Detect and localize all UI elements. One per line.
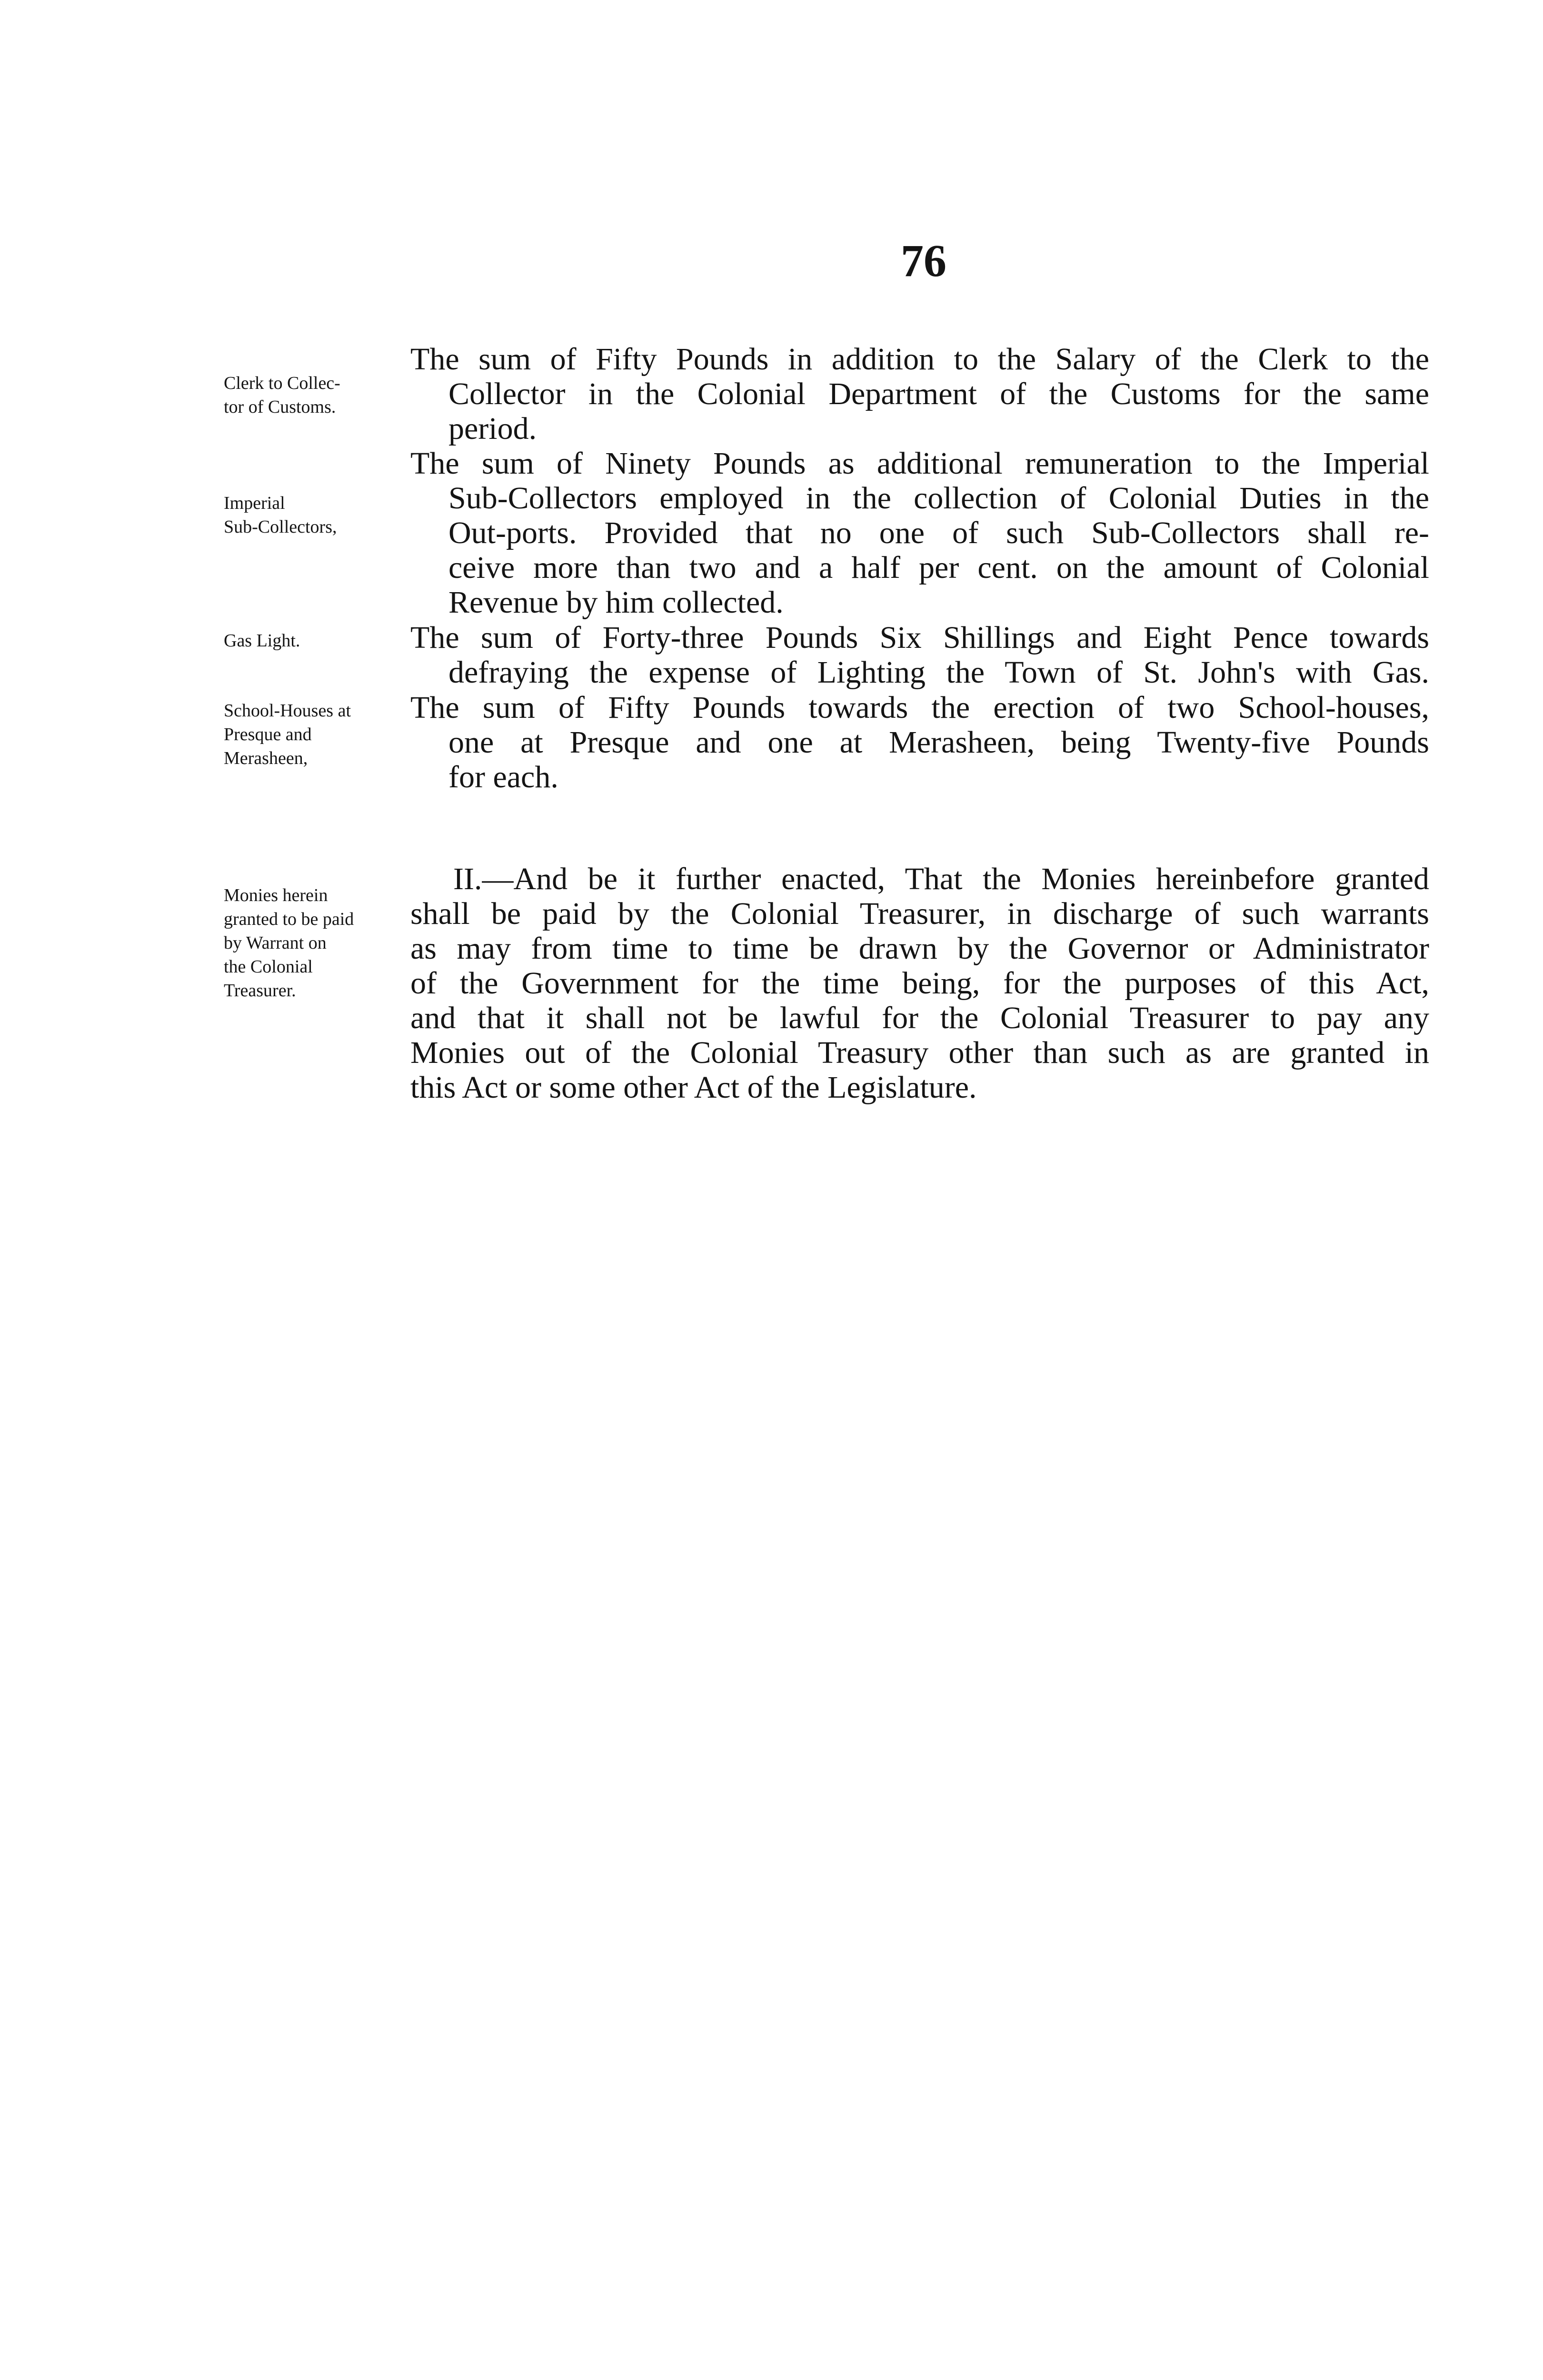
margin-note-line: the Colonial	[224, 957, 313, 977]
text-line: for each.	[448, 760, 558, 794]
text-line: The sum of Fifty Pounds in addition to the Salary of the Clerk to the	[410, 342, 1429, 377]
entry-text	[410, 342, 1429, 446]
margin-note-line: by Warrant on	[224, 933, 327, 953]
margin-note-line: Merasheen,	[224, 748, 308, 768]
text-line: The sum of Ninety Pounds as additional remuneration to the Imperial	[410, 446, 1429, 481]
text-line: period.	[448, 411, 537, 446]
margin-note	[224, 629, 414, 653]
entry-text	[410, 446, 1429, 620]
margin-note-line: Clerk to Collec-	[224, 373, 340, 393]
text-line: Monies out of the Colonial Treasury other than such as are granted in	[410, 1035, 1429, 1070]
entry-text	[410, 620, 1429, 690]
text-line: Sub-Collectors employed in the collection of Colonial Duties in the	[448, 481, 1429, 516]
entry-text	[410, 690, 1429, 794]
page-number: 76	[901, 235, 946, 286]
margin-note	[224, 491, 414, 539]
margin-note-line: Gas Light.	[224, 631, 300, 651]
margin-note	[224, 699, 414, 770]
text-line: defraying the expense of Lighting the Town of St. John's with Gas.	[448, 655, 1429, 690]
margin-note-line: Monies herein	[224, 885, 328, 905]
entry-text	[410, 862, 1429, 1105]
margin-note-line: Sub-Collectors,	[224, 517, 337, 537]
text-line: The sum of Fifty Pounds towards the erection of two School-houses,	[410, 690, 1429, 725]
margin-note-line: granted to be paid	[224, 909, 354, 929]
text-line: Out-ports. Provided that no one of such Sub-Collectors shall re-	[448, 516, 1429, 550]
text-line: Collector in the Colonial Department of the Customs for the same	[448, 377, 1429, 411]
margin-note-line: tor of Customs.	[224, 397, 336, 417]
text-line: and that it shall not be lawful for the Colonial Treasurer to pay any	[410, 1001, 1429, 1035]
margin-note-line: Presque and	[224, 724, 312, 744]
margin-note-line: School-Houses at	[224, 701, 351, 721]
text-line: shall be paid by the Colonial Treasurer, in discharge of such warrants	[410, 896, 1429, 931]
text-line: II.—And be it further enacted, That the Monies hereinbefore granted	[453, 862, 1429, 896]
margin-note-line: Imperial	[224, 493, 285, 513]
margin-note	[224, 883, 414, 1002]
text-line: one at Presque and one at Merasheen, being Twenty-five Pounds	[448, 725, 1429, 760]
text-line: The sum of Forty-three Pounds Six Shillings and Eight Pence towards	[410, 620, 1429, 655]
text-line: ceive more than two and a half per cent. on the amount of Colonial	[448, 550, 1429, 585]
text-line: Revenue by him collected.	[448, 585, 784, 620]
text-line: of the Government for the time being, for the purposes of this Act,	[410, 966, 1429, 1001]
text-line: as may from time to time be drawn by the Governor or Administrator	[410, 931, 1429, 966]
margin-note-line: Treasurer.	[224, 981, 296, 1001]
margin-note	[224, 371, 414, 419]
text-line: this Act or some other Act of the Legislature.	[410, 1070, 977, 1105]
